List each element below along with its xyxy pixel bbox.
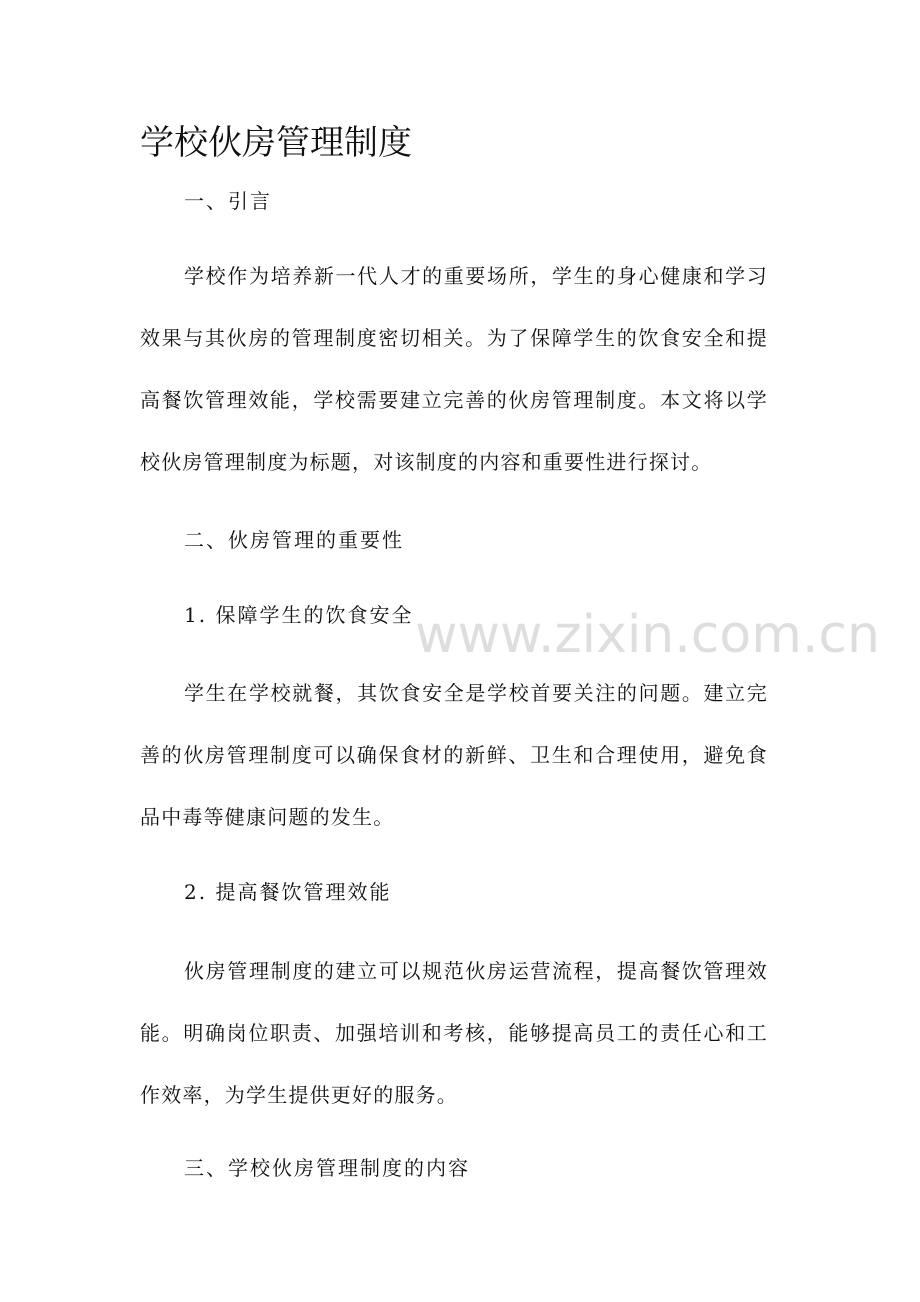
section-heading-intro: 一、引言 [184, 189, 272, 213]
section-heading-importance: 二、伙房管理的重要性 [184, 528, 404, 552]
document-title: 学校伙房管理制度 [140, 123, 412, 163]
watermark: www.zixin.com.cn [415, 605, 880, 665]
paragraph-intro: 学校作为培养新一代人才的重要场所，学生的身心健康和学习效果与其伙房的管理制度密切相关。为了保障学生的饮食安全和提高餐饮管理效能，学校需要建立完善的伙房管理制度。本文将以学校伙房管理制度为标题，对该制度的内容和重要性进行探讨。 [140, 264, 768, 474]
section-heading-content: 三、学校伙房管理制度的内容 [184, 1156, 470, 1180]
subheading-food-safety: 1. 保障学生的饮食安全 [184, 603, 414, 627]
paragraph-food-safety: 学生在学校就餐，其饮食安全是学校首要关注的问题。建立完善的伙房管理制度可以确保食材的新鲜、卫生和合理使用，避免食品中毒等健康问题的发生。 [140, 681, 768, 829]
paragraph-efficiency: 伙房管理制度的建立可以规范伙房运营流程，提高餐饮管理效能。明确岗位职责、加强培训和考核，能够提高员工的责任心和工作效率，为学生提供更好的服务。 [140, 959, 768, 1107]
subheading-efficiency: 2. 提高餐饮管理效能 [184, 880, 392, 904]
